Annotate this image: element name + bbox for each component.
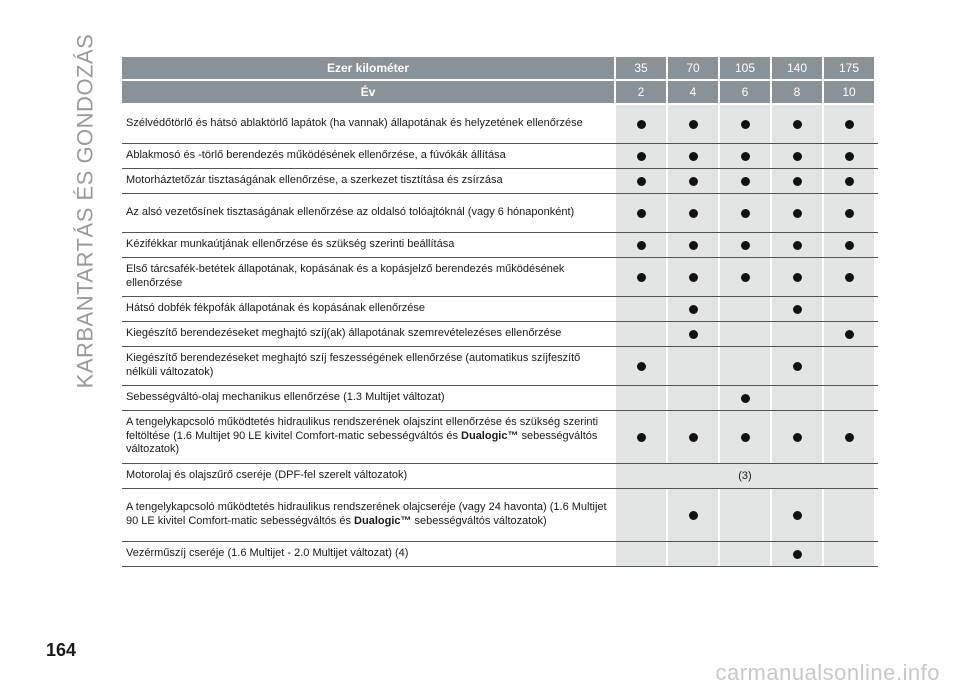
row-text: Kézifékkar munkaútjának ellenőrzése és szükség szerinti beállítása — [126, 237, 455, 250]
maintenance-schedule-table — [122, 57, 878, 567]
interval-cell — [824, 169, 874, 193]
check-dot-icon — [793, 433, 802, 442]
table-row — [122, 464, 878, 489]
interval-cell — [720, 411, 770, 463]
check-dot-icon — [637, 433, 646, 442]
interval-cell — [616, 322, 666, 346]
check-dot-icon — [637, 120, 646, 129]
year-header-label: Év — [122, 81, 614, 103]
year-value: 4 — [668, 81, 718, 103]
check-dot-icon — [689, 152, 698, 161]
year-value: 8 — [772, 81, 822, 103]
page-number: 164 — [46, 640, 77, 660]
row-description — [122, 258, 614, 296]
interval-cell — [668, 347, 718, 385]
interval-cell — [616, 169, 666, 193]
interval-cell — [616, 144, 666, 168]
check-dot-icon — [689, 209, 698, 218]
interval-cell — [772, 386, 822, 410]
table-row — [122, 411, 878, 464]
check-dot-icon — [845, 330, 854, 339]
row-description — [122, 297, 614, 321]
check-dot-icon — [689, 177, 698, 186]
interval-cell — [824, 233, 874, 257]
check-dot-icon — [793, 209, 802, 218]
interval-cell — [720, 169, 770, 193]
check-dot-icon — [793, 305, 802, 314]
interval-cell — [668, 233, 718, 257]
row-text: Vezérműszíj cseréje (1.6 Multijet - 2.0 Multijet változat) (4) — [126, 546, 409, 559]
check-dot-icon — [845, 177, 854, 186]
check-dot-icon — [741, 241, 750, 250]
section-title: KARBANTARTÁS ÉS GONDOZÁS — [72, 33, 98, 388]
brand-name: Dualogic™ — [354, 514, 412, 527]
row-text-part: A tengelykapcsoló működtetés hidraulikus rendszerének olajcseréje (vagy 24 havonta) (1.6 Multijet 90 LE kivitel Comfort-matic sebességváltós és — [126, 500, 607, 527]
row-description — [122, 144, 614, 168]
check-dot-icon — [637, 209, 646, 218]
interval-cell — [616, 258, 666, 296]
header-row-year — [122, 81, 878, 103]
table-row — [122, 489, 878, 542]
table-row — [122, 258, 878, 297]
interval-cell — [772, 411, 822, 463]
check-dot-icon — [741, 209, 750, 218]
interval-cell — [824, 322, 874, 346]
interval-cell — [720, 297, 770, 321]
row-description — [122, 322, 614, 346]
row-description — [122, 233, 614, 257]
watermark: carmanualsonline.info — [715, 660, 940, 685]
interval-cell — [824, 144, 874, 168]
check-dot-icon — [793, 241, 802, 250]
interval-cell — [668, 386, 718, 410]
check-dot-icon — [793, 273, 802, 282]
interval-cell — [824, 258, 874, 296]
interval-cell — [720, 386, 770, 410]
row-description — [122, 386, 614, 410]
interval-cell — [616, 386, 666, 410]
check-dot-icon — [845, 152, 854, 161]
check-dot-icon — [637, 152, 646, 161]
table-row — [122, 105, 878, 144]
table-row — [122, 144, 878, 169]
interval-cell — [720, 258, 770, 296]
interval-cell — [668, 194, 718, 232]
check-dot-icon — [741, 273, 750, 282]
interval-cell — [616, 233, 666, 257]
row-text-part: sebességváltós változatok) — [411, 514, 547, 527]
row-description — [122, 169, 614, 193]
km-value: 35 — [616, 57, 666, 79]
row-text: Kiegészítő berendezéseket meghajtó szíj(ak) állapotának szemrevételezéses ellenőrzése — [126, 326, 562, 339]
row-text: Motorháztetőzár tisztaságának ellenőrzése, a szerkezet tisztítása és zsírzása — [126, 173, 503, 186]
interval-cell — [616, 297, 666, 321]
year-value: 10 — [824, 81, 874, 103]
interval-cell — [668, 105, 718, 143]
table-row — [122, 386, 878, 411]
row-text: Sebességváltó-olaj mechanikus ellenőrzése (1.3 Multijet változat) — [126, 390, 445, 403]
table-row — [122, 322, 878, 347]
interval-cell — [616, 105, 666, 143]
row-text — [126, 416, 608, 457]
row-text-part: sebességváltós változatok) — [126, 429, 598, 456]
km-value: 175 — [824, 57, 874, 79]
check-dot-icon — [689, 120, 698, 129]
check-dot-icon — [741, 120, 750, 129]
table-body — [122, 105, 878, 567]
check-dot-icon — [793, 177, 802, 186]
interval-cell — [668, 144, 718, 168]
check-dot-icon — [793, 511, 802, 520]
check-dot-icon — [793, 550, 802, 559]
interval-cell — [720, 105, 770, 143]
check-dot-icon — [637, 362, 646, 371]
section-title-vertical — [62, 33, 108, 388]
interval-cell — [616, 411, 666, 463]
km-value: 70 — [668, 57, 718, 79]
interval-cell — [772, 542, 822, 566]
check-dot-icon — [793, 152, 802, 161]
table-row — [122, 233, 878, 258]
row-text: Kiegészítő berendezéseket meghajtó szíj feszességének ellenőrzése (automatikus szíjfeszítő nélküli változatok) — [126, 351, 581, 378]
check-dot-icon — [793, 362, 802, 371]
row-description — [122, 105, 614, 143]
interval-cell — [772, 489, 822, 541]
interval-cell — [720, 144, 770, 168]
year-value: 2 — [616, 81, 666, 103]
interval-cell — [772, 169, 822, 193]
interval-cell — [772, 347, 822, 385]
interval-cell — [772, 105, 822, 143]
row-text: Hátsó dobfék fékpofák állapotának és kopásának ellenőrzése — [126, 301, 426, 314]
check-dot-icon — [741, 433, 750, 442]
row-text: Első tárcsafék-betétek állapotának, kopásának és a kopásjelző berendezés működésének ellenőrzése — [126, 262, 565, 289]
check-dot-icon — [845, 241, 854, 250]
row-text: Motorolaj és olajszűrő cseréje (DPF-fel szerelt változatok) — [126, 468, 408, 481]
interval-cell — [772, 297, 822, 321]
check-dot-icon — [741, 152, 750, 161]
row-description — [122, 411, 614, 463]
interval-cell — [720, 194, 770, 232]
interval-note: (3) — [616, 464, 874, 488]
check-dot-icon — [741, 177, 750, 186]
interval-cell — [772, 258, 822, 296]
row-text: Ablakmosó és -törlő berendezés működésének ellenőrzése, a fúvókák állítása — [126, 148, 506, 161]
check-dot-icon — [793, 120, 802, 129]
check-dot-icon — [689, 273, 698, 282]
interval-cell — [668, 258, 718, 296]
row-description — [122, 194, 614, 232]
interval-cell — [616, 542, 666, 566]
interval-cell — [824, 105, 874, 143]
table-row — [122, 347, 878, 386]
check-dot-icon — [637, 177, 646, 186]
interval-cell — [668, 322, 718, 346]
check-dot-icon — [741, 394, 750, 403]
interval-cell — [668, 542, 718, 566]
interval-cell — [720, 322, 770, 346]
row-description — [122, 489, 614, 541]
interval-cell — [668, 489, 718, 541]
km-header-label: Ezer kilométer — [122, 57, 614, 79]
table-row — [122, 297, 878, 322]
interval-cell — [824, 542, 874, 566]
interval-cell — [616, 194, 666, 232]
table-row — [122, 194, 878, 233]
year-value: 6 — [720, 81, 770, 103]
row-description — [122, 542, 614, 566]
row-text: Szélvédőtörlő és hátsó ablaktörlő lapátok (ha vannak) állapotának és helyzetének ellenőrzése — [126, 116, 583, 129]
interval-cell — [824, 194, 874, 232]
check-dot-icon — [689, 511, 698, 520]
interval-cell — [616, 489, 666, 541]
km-value: 105 — [720, 57, 770, 79]
table-row — [122, 542, 878, 567]
interval-cell — [616, 347, 666, 385]
interval-cell — [824, 489, 874, 541]
interval-cell — [772, 322, 822, 346]
row-description — [122, 347, 614, 385]
check-dot-icon — [845, 209, 854, 218]
interval-cell — [668, 297, 718, 321]
check-dot-icon — [637, 241, 646, 250]
interval-cell — [824, 411, 874, 463]
check-dot-icon — [689, 305, 698, 314]
check-dot-icon — [689, 433, 698, 442]
interval-cell — [772, 144, 822, 168]
interval-cell — [668, 169, 718, 193]
interval-cell — [720, 542, 770, 566]
row-text-part: A tengelykapcsoló működtetés hidraulikus rendszerének olajszint ellenőrzése és szükség szerinti feltöltése (1.6 Multijet 90 LE kivitel Comfort-matic sebességváltós és — [126, 416, 599, 442]
interval-cell — [772, 194, 822, 232]
interval-cell — [720, 233, 770, 257]
check-dot-icon — [689, 330, 698, 339]
check-dot-icon — [845, 120, 854, 129]
interval-cell — [824, 347, 874, 385]
check-dot-icon — [689, 241, 698, 250]
row-text: Az alsó vezetősínek tisztaságának ellenőrzése az oldalsó tolóajtóknál (vagy 6 hónaponként) — [126, 205, 575, 218]
table-row — [122, 169, 878, 194]
interval-cell — [772, 233, 822, 257]
brand-name: Dualogic™ — [461, 429, 519, 442]
header-row-km — [122, 57, 878, 79]
interval-cell — [824, 386, 874, 410]
check-dot-icon — [845, 433, 854, 442]
row-description — [122, 464, 614, 488]
check-dot-icon — [637, 273, 646, 282]
interval-cell — [824, 297, 874, 321]
interval-cell — [720, 347, 770, 385]
interval-cell — [668, 411, 718, 463]
check-dot-icon — [845, 273, 854, 282]
interval-cell — [720, 489, 770, 541]
km-value: 140 — [772, 57, 822, 79]
row-text — [126, 501, 608, 528]
